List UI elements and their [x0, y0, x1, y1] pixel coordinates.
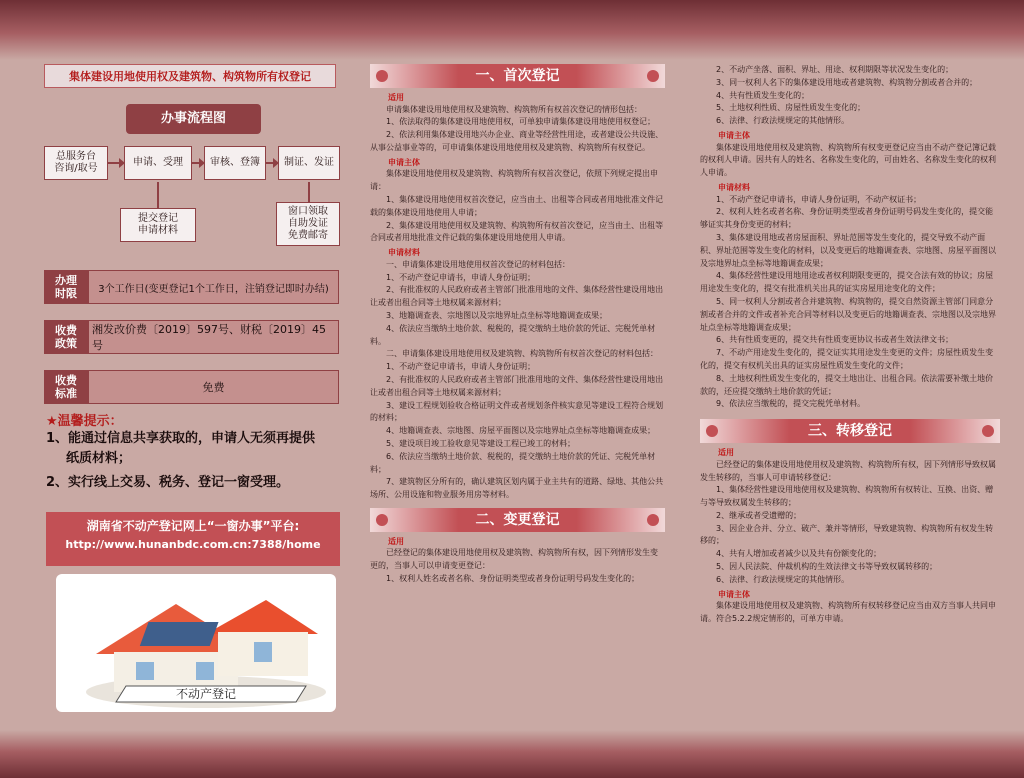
tips-line-2: 2、实行线上交易、税务、登记一窗受理。: [46, 475, 290, 490]
sec1-paragraph-9: 2、有批准权的人民政府或者主管部门批准用地的文件、集体经营性建设用地出让或者出租合同等土地权属来源材料；: [370, 285, 664, 308]
change-applicant-heading: 申请主体: [718, 130, 750, 140]
transfer-paragraph-1: 已经登记的集体建设用地使用权及建筑物、构筑物所有权，因下列情形导致权属发生转移的，当事人可申请转移登记：: [700, 459, 996, 482]
middle-panel: [370, 64, 665, 586]
flow-issue: 制证、发证: [278, 146, 340, 180]
info-value-fee-standard: 免费: [88, 370, 339, 404]
change-paragraph-6: 集体建设用地使用权及建筑物、构筑物所有权变更登记应当由不动产登记簿记载的权利人申请。因共有人的姓名、名称发生变化的，可由姓名、名称发生变化的权利人申请。: [700, 142, 996, 178]
flow-arrow-2: [192, 162, 200, 164]
change-paragraph-11: 5、同一权利人分割或者合并建筑物、构筑物的，提交自然资源主管部门同意分割或者合并的文件或者补充合同等材料以及变更后的地籍调查表、宗地图以及宗地界址点坐标等地籍调查成果；: [700, 296, 996, 332]
change-paragraph-4: 5、土地权利性质、房屋性质发生变化的；: [716, 103, 866, 113]
sec1-paragraph-4: 集体建设用地使用权及建筑物、构筑物所有权首次登记，依照下列规定提出申请：: [370, 169, 658, 192]
transfer-paragraph-5: 4、共有人增加或者减少以及共有份额变化的；: [716, 549, 882, 559]
transfer-paragraph-6: 5、因人民法院、仲裁机构的生效法律文书等导致权属转移的；: [716, 562, 938, 572]
info-value-time-limit: 3个工作日(变更登记1个工作日，注销登记即时办结): [88, 270, 339, 304]
change-paragraph-14: 8、土地权利性质发生变化的，提交土地出让、出租合同。依法需要补缴土地价款的，还应提交缴纳土地价款的凭证；: [700, 373, 994, 396]
house-stamp-text: 不动产登记: [175, 687, 237, 701]
tips-line-1: 1、能通过信息共享获取的，申请人无须再提供: [46, 431, 316, 446]
section-initial-registration-title: 一、首次登记: [370, 64, 665, 88]
transfer-paragraph-8: 集体建设用地使用权及建筑物、构筑物所有权转移登记应当由双方当事人共同申请。符合5.2.2规定情形的，可单方申请。: [700, 601, 996, 624]
sec1-paragraph-17: 5、建设项目竣工验收意见等建设工程已竣工的材料；: [386, 438, 576, 448]
sec1-paragraph-8: 1、不动产登记申请书，申请人身份证明；: [386, 272, 536, 282]
transfer-paragraph-7: 6、法律、行政法规规定的其他情形。: [716, 574, 850, 584]
transfer-paragraph-3: 2、继承或者受遗赠的；: [716, 510, 802, 520]
top-wave-decoration: [0, 0, 1024, 60]
sec1-paragraph-19: 7、建筑物区分所有的，确认建筑区划内属于业主共有的道路、绿地、其他公共场所、公用设施和物业服务用房等材料。: [370, 477, 664, 500]
platform-title: 湖南省不动产登记网上“一窗办事”平台:: [86, 519, 300, 533]
change-paragraph-1: 2、不动产坐落、面积、界址、用途、权利期限等状况发生变化的；: [716, 65, 954, 74]
flow-pickup: 窗口领取 自助发证 免费邮寄: [276, 202, 340, 246]
sec1-paragraph-3: 2、依法利用集体建设用地兴办企业、商业等经营性用途，或者建设公共设施、从事公益事业等的，可申请集体建设用地使用权及建筑物、构筑物所有权登记。: [370, 130, 664, 152]
change-materials-heading: 申请材料: [718, 182, 750, 192]
info-row-fee-standard: [44, 370, 339, 404]
left-banner: 集体建设用地使用权及建筑物、构筑物所有权登记: [44, 64, 336, 88]
info-row-fee-policy: [44, 320, 339, 354]
change-paragraph-12: 6、共有性质变更的，提交共有性质变更协议书或者生效法律文书；: [716, 335, 954, 345]
change-paragraph-3: 4、共有性质发生变化的；: [716, 90, 810, 100]
sec1-paragraph-10: 3、地籍调查表、宗地图以及宗地界址点坐标等地籍调查成果；: [386, 310, 608, 320]
flow-arrow-1: [108, 162, 120, 164]
transfer-applicant-heading: 申请主体: [718, 589, 750, 599]
sec1-paragraph-11: 4、依法应当缴纳土地价款、税税的，提交缴纳土地价款的凭证、完税凭单材料。: [370, 323, 656, 346]
info-value-fee-policy: 湘发改价费〔2019〕597号、财税〔2019〕45号: [88, 320, 339, 354]
flow-service-desk: 总服务台 咨询/取号: [44, 146, 108, 180]
sec1-paragraph-12: 二、申请集体建设用地使用权及建筑物、构筑物所有权首次登记的材料包括：: [386, 349, 658, 359]
flow-submit-materials: 提交登记 申请材料: [120, 208, 196, 242]
transfer-applicable-heading: 适用: [718, 448, 734, 458]
right-panel: [700, 64, 1000, 626]
tips-title: ★温馨提示：: [46, 414, 123, 429]
info-label-fee-policy: 收费 政策: [44, 320, 88, 354]
flow-connector-down: [308, 182, 310, 202]
platform-url-link[interactable]: http://www.hunanbdc.com.cn:7388/home: [65, 538, 321, 552]
change-paragraph-5: 6、法律、行政法规规定的其他情形。: [716, 116, 850, 126]
left-panel: [40, 64, 340, 724]
change-paragraph-15: 9、依法应当缴税的，提交完税凭单材料。: [716, 399, 866, 409]
info-label-fee-standard: 收费 标准: [44, 370, 88, 404]
change-paragraph-9: 3、集体建设用地或者房屋面积、界址范围等发生变化的，提交导致不动产面积、界址范围等发生变化的材料，以及变更后的地籍调查表、宗地图、房屋平面图以及宗地界址点坐标等地籍调查成果；: [700, 232, 996, 268]
sec1-paragraph-14: 2、有批准权的人民政府或者主管部门批准用地的文件、集体经营性建设用地出让或者出租合同等土地权属来源材料；: [370, 374, 664, 397]
flow-apply: 申请、受理: [124, 146, 192, 180]
sec1-paragraph-18: 6、依法应当缴纳土地价款、税税的，提交缴纳土地价款的凭证、完税凭单材料；: [370, 451, 656, 474]
sec1-paragraph-6: 2、集体建设用地使用权及建筑物、构筑物所有权首次登记，应当由土、出租等合同或者用地批准文件记载的集体建设用地使用人申请。: [370, 220, 664, 243]
change-paragraph-7: 1、不动产登记申请书，申请人身份证明，不动产权证书；: [716, 194, 922, 204]
sec1-paragraph-2: 1、依法取得的集体建设用地使用权，可单独申请集体建设用地使用权登记；: [386, 117, 656, 127]
sec2-paragraph-1: 已经登记的集体建设用地使用权及建筑物、构筑物所有权，因下列情形发生变更的，当事人可以申请变更登记：: [370, 548, 658, 571]
sec1-materials-heading: 申请材料: [388, 248, 420, 258]
flow-connector-up: [157, 182, 159, 208]
sec1-paragraph-7: 一、申请集体建设用地使用权首次登记的材料包括：: [386, 259, 570, 269]
change-paragraph-13: 7、不动产用途发生变化的，提交证实其用途发生变更的文件；房屋性质发生变化的，提交有权机关出具的证实房屋性质发生变化的文件；: [700, 348, 994, 370]
flow-review: 审核、登簿: [204, 146, 266, 180]
sec1-paragraph-15: 3、建设工程规划验收合格证明文件或者规划条件核实意见等建设工程符合规划的材料；: [370, 400, 664, 423]
online-platform-box: [46, 512, 340, 566]
flow-arrow-3: [266, 162, 274, 164]
sec2-applicable-heading: 适用: [388, 536, 404, 546]
tips-line-1b: 纸质材料；: [66, 451, 132, 466]
sec1-paragraph-16: 4、地籍调查表、宗地图、房屋平面图以及宗地界址点坐标等地籍调查成果；: [386, 426, 656, 436]
change-paragraph-10: 4、集体经营性建设用地用途或者权利期限变更的，提交合法有效的协议；房屋用途发生变化的，提交有批准机关出具的证实房屋用途变化的文件；: [700, 271, 994, 294]
info-row-time-limit: [44, 270, 339, 304]
bottom-wave-decoration: [0, 730, 1024, 778]
change-paragraph-8: 2、权利人姓名或者名称、身份证明类型或者身份证明号码发生变化的，提交能够证实其身份变更的材料；: [700, 207, 994, 230]
transfer-paragraph-4: 3、因企业合并、分立、破产、兼并等情形，导致建筑物、构筑物所有权发生转移的；: [700, 523, 994, 546]
sec1-paragraph-13: 1、不动产登记申请书，申请人身份证明；: [386, 362, 536, 372]
sec1-applicant-heading: 申请主体: [388, 157, 420, 167]
change-paragraph-2: 3、同一权利人名下的集体建设用地或者建筑物、构筑物分割或者合并的；: [716, 77, 978, 87]
section-change-registration-title: 二、变更登记: [370, 508, 665, 532]
transfer-paragraph-2: 1、集体经营性建设用地使用权及建筑物、构筑物所有权转让、互换、出资、赠与等导致权属发生转移的；: [700, 485, 994, 508]
house-illustration: [56, 574, 336, 712]
sec1-applicable-heading: 适用: [388, 93, 404, 102]
info-label-time-limit: 办理 时限: [44, 270, 88, 304]
sec2-paragraph-2: 1、权利人姓名或者名称、身份证明类型或者身份证明号码发生变化的；: [386, 574, 640, 584]
flow-chart-title: 办事流程图: [126, 104, 261, 134]
sec1-paragraph-1: 申请集体建设用地使用权及建筑物、构筑物所有权首次登记的情形包括：: [386, 104, 642, 114]
house-icon: [56, 574, 336, 712]
sec1-paragraph-5: 1、集体建设用地使用权首次登记，应当由土、出租等合同或者用地批准文件记载的集体建设用地使用人申请；: [370, 194, 664, 217]
section-transfer-registration-title: 三、转移登记: [700, 419, 1000, 443]
